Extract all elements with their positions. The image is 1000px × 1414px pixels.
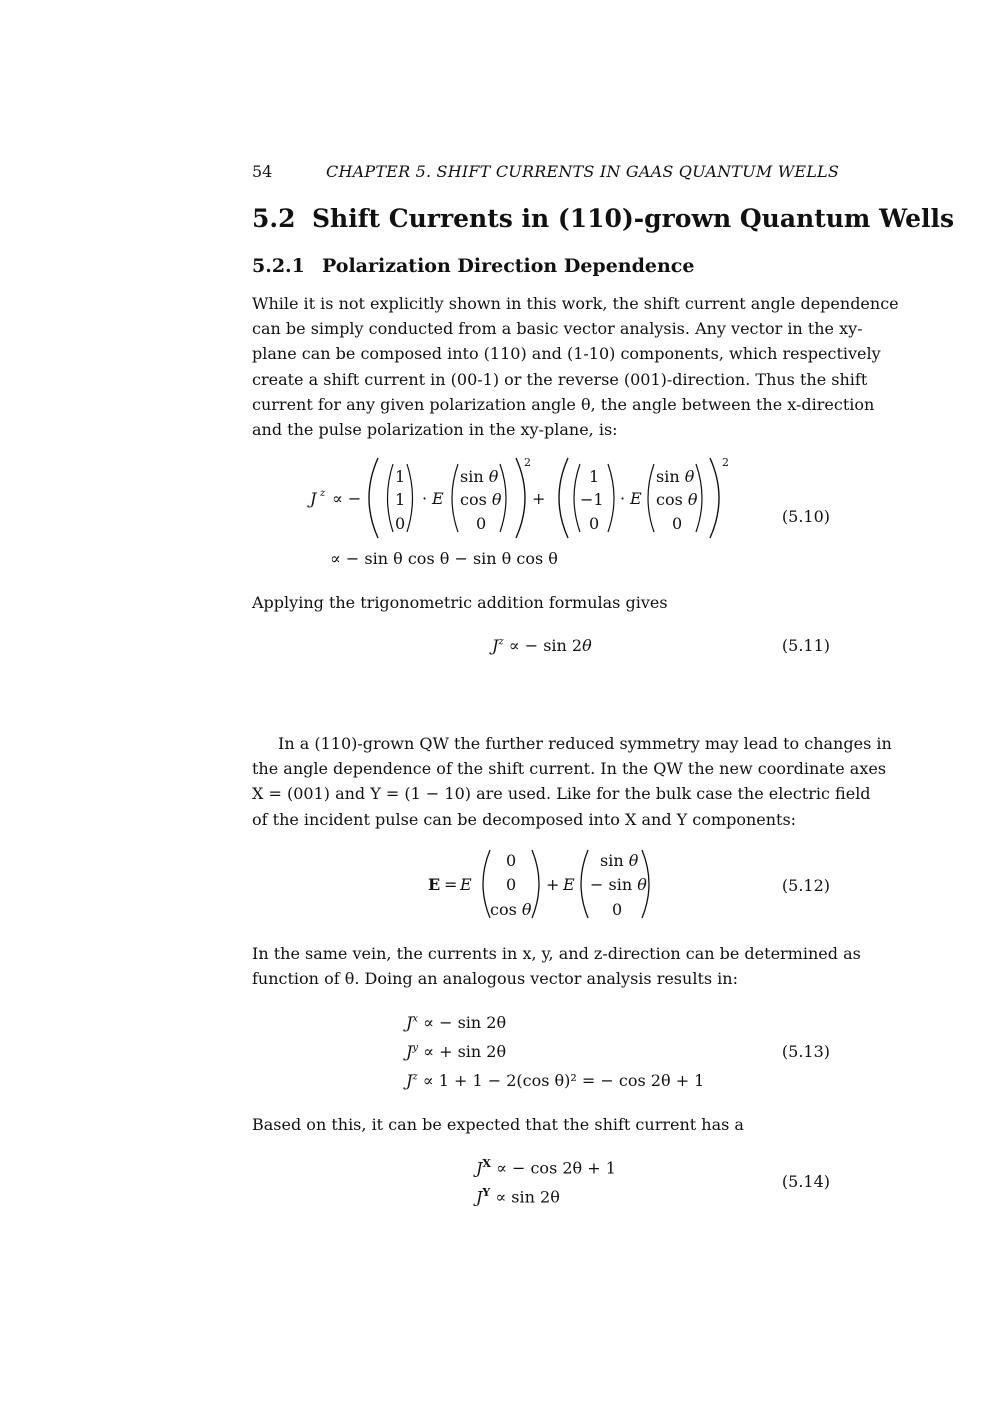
svg-text:0: 0 bbox=[589, 514, 600, 533]
svg-text:E: E bbox=[563, 875, 575, 894]
text-line: Applying the trigonometric addition formulas gives bbox=[252, 593, 668, 612]
subsection-number: 5.2.1 bbox=[252, 255, 305, 277]
svg-text:·: · bbox=[422, 489, 428, 508]
equation-number-5-14: (5.14) bbox=[781, 1172, 830, 1191]
text-line: Based on this, it can be expected that the shift current has a bbox=[252, 1115, 744, 1134]
text-line: can be simply conducted from a basic vector analysis. Any vector in the xy- bbox=[252, 319, 863, 339]
eq-rhs: ∝ − sin 2θ bbox=[423, 1013, 507, 1032]
equation-5-14-line-2: $J^Y \propto \sin 2\theta$ bbox=[476, 1186, 560, 1207]
equation-number-5-13: (5.13) bbox=[781, 1042, 830, 1061]
equation-5-13-line-2: $J^y$ ∝ + sin 2θ bbox=[406, 1042, 507, 1061]
text-line: function of θ. Doing an analogous vector analysis results in: bbox=[252, 969, 738, 989]
text-line: create a shift current in (00-1) or the reverse (001)-direction. Thus the shift bbox=[252, 369, 868, 389]
svg-text:0: 0 bbox=[672, 514, 683, 533]
equation-5-14-line-1: $J^X$ ∝ − cos 2θ + 1 bbox=[476, 1157, 616, 1178]
section-number: 5.2 bbox=[252, 204, 296, 233]
svg-text:0: 0 bbox=[395, 514, 406, 533]
svg-text:−1: −1 bbox=[580, 490, 604, 509]
text-line: In a (110)-grown QW the further reduced symmetry may lead to changes in bbox=[278, 734, 892, 753]
svg-text:sin θ: sin θ bbox=[460, 467, 499, 486]
subsection-title: Polarization Direction Dependence bbox=[322, 255, 695, 277]
svg-text:J: J bbox=[310, 489, 317, 508]
svg-text:cos θ: cos θ bbox=[490, 900, 532, 919]
text-line: X = (001) and Y = (1 − 10) are used. Like for the bulk case the electric field bbox=[252, 784, 871, 804]
equation-number-5-12: (5.12) bbox=[781, 876, 830, 895]
svg-text:∝ −: ∝ − bbox=[332, 489, 362, 508]
paragraph-1 bbox=[252, 291, 899, 442]
text-line: current for any given polarization angle θ, the angle between the x-direction bbox=[252, 394, 875, 414]
svg-text:+: + bbox=[546, 875, 560, 894]
svg-text:1: 1 bbox=[395, 490, 406, 509]
running-header: CHAPTER 5. SHIFT CURRENTS IN GAAS QUANTUM WELLS bbox=[326, 162, 840, 181]
text-line: of the incident pulse can be decomposed into X and Y components: bbox=[252, 809, 797, 829]
text-line: the angle dependence of the shift current. In the QW the new coordinate axes bbox=[252, 759, 887, 779]
svg-text:sin θ: sin θ bbox=[656, 467, 695, 486]
svg-text:cos θ: cos θ bbox=[460, 490, 502, 509]
eq-rhs: ∝ 1 + 1 − 2(cos θ)² = − cos 2θ + 1 bbox=[422, 1071, 705, 1090]
equation-number-5-11: (5.11) bbox=[781, 636, 830, 655]
section-heading bbox=[252, 204, 954, 233]
paragraph-3 bbox=[252, 731, 892, 832]
section-title: Shift Currents in (110)-grown Quantum Wells bbox=[312, 204, 955, 233]
paragraph-5 bbox=[252, 1112, 830, 1137]
svg-text:1: 1 bbox=[395, 467, 406, 486]
equation-5-10-line2: ∝ − sin θ cos θ − sin θ cos θ bbox=[330, 549, 558, 568]
paragraph-4 bbox=[252, 941, 861, 991]
svg-text:2: 2 bbox=[524, 456, 531, 469]
svg-text:E: E bbox=[432, 489, 444, 508]
equation-5-12 bbox=[420, 846, 670, 926]
text-line: plane can be composed into (110) and (1-10) components, which respectively bbox=[252, 344, 881, 364]
equation-5-11: $J^z$ ∝ − sin 2θ bbox=[492, 636, 592, 655]
svg-text:1: 1 bbox=[589, 467, 600, 486]
svg-text:E: E bbox=[630, 489, 642, 508]
svg-text:0: 0 bbox=[506, 851, 517, 870]
equation-5-13-line-1: $J^x$ ∝ − sin 2θ bbox=[406, 1013, 507, 1032]
svg-text:E: E bbox=[460, 875, 472, 894]
eq-rhs: ∝ sin 2θ bbox=[495, 1187, 560, 1207]
svg-text:− sin θ: − sin θ bbox=[590, 875, 647, 894]
svg-text:=: = bbox=[444, 875, 458, 894]
equation-number-5-10: (5.10) bbox=[781, 507, 830, 526]
eq-rhs: ∝ + sin 2θ bbox=[423, 1042, 507, 1061]
text-line: While it is not explicitly shown in this work, the shift current angle dependence bbox=[252, 294, 899, 313]
svg-text:z: z bbox=[320, 488, 326, 499]
svg-text:2: 2 bbox=[722, 456, 729, 469]
svg-text:sin θ: sin θ bbox=[600, 851, 639, 870]
equation-5-13-line-3: $J^z \propto 1 + 1 - 2(\cos$ θ)² = − cos 2θ + 1 bbox=[406, 1071, 705, 1090]
subsection-heading bbox=[252, 255, 694, 277]
eq-rhs: ∝ − cos 2θ + 1 bbox=[496, 1158, 616, 1178]
svg-text:0: 0 bbox=[612, 900, 623, 919]
svg-text:cos θ: cos θ bbox=[656, 490, 698, 509]
text-line: In the same vein, the currents in x, y, and z-direction can be determined as bbox=[252, 944, 861, 963]
svg-text:0: 0 bbox=[506, 875, 517, 894]
page-number: 54 bbox=[252, 162, 273, 181]
paragraph-2 bbox=[252, 590, 830, 615]
svg-text:·: · bbox=[620, 489, 626, 508]
svg-text:+: + bbox=[532, 489, 546, 508]
svg-text:0: 0 bbox=[476, 514, 487, 533]
text-line: and the pulse polarization in the xy-plane, is: bbox=[252, 420, 618, 440]
svg-text:E: E bbox=[428, 875, 441, 894]
